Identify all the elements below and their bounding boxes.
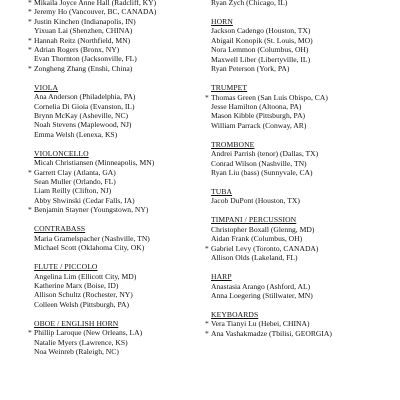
member-name: Michael Scott (Oklahoma City, OK) [34, 243, 145, 253]
member-name: Anastasia Arango (Ashford, AL) [211, 281, 311, 291]
section-spacer [203, 206, 393, 216]
section-spacer [203, 7, 393, 17]
section-heading: HORN [211, 17, 233, 27]
member-entry [203, 36, 393, 45]
member-entry [26, 300, 206, 309]
asterisk-marker: * [28, 63, 32, 73]
section-spacer [26, 139, 206, 149]
member-name: Abigail Konopik (St. Louis, MO) [211, 35, 313, 45]
asterisk-marker: * [28, 7, 32, 17]
section-continued [26, 0, 206, 73]
member-name: Jacob DuPont (Houston, TX) [211, 196, 300, 206]
section-heading: CONTRABASS [34, 224, 86, 234]
member-name: Colleen Welsh (Pittsburgh, PA) [34, 299, 130, 309]
member-entry [26, 7, 206, 16]
member-entry [26, 243, 206, 252]
member-name: William Parrack (Conway, AR) [211, 120, 307, 130]
member-name: Allison Schultz (Rochester, NY) [34, 290, 133, 300]
member-list [26, 158, 206, 214]
member-entry [203, 55, 393, 64]
member-entry [203, 329, 393, 338]
member-list [203, 282, 393, 301]
member-entry [26, 54, 206, 63]
member-entry [203, 319, 393, 328]
member-name: Jackson Cadengo (Houston, TX) [211, 26, 311, 36]
member-name: Justin Kinchen (Indianapolis, IN) [34, 16, 136, 26]
member-name: Ana Anderson (Philadelphia, PA) [34, 92, 136, 102]
member-name: Thomas Green (San Luis Obispo, CA) [211, 92, 328, 102]
member-entry [26, 281, 206, 290]
member-entry [203, 121, 393, 130]
asterisk-marker: * [28, 44, 32, 54]
member-name: Micah Christiansen (Minneapolis, MN) [34, 158, 155, 168]
section-heading: KEYBOARDS [211, 309, 259, 319]
member-list [203, 149, 393, 177]
member-name: Conrad Wilson (Nashville, TN) [211, 158, 307, 168]
member-name: Benjamin Stayner (Youngstown, NY) [34, 205, 149, 215]
section-heading: VIOLA [34, 82, 59, 92]
section-oboe-english-horn [26, 319, 206, 357]
member-name: Maria Gramelspacher (Nashville, TN) [34, 233, 150, 243]
section-horn [203, 17, 393, 73]
member-name: Adrian Rogers (Bronx, NY) [34, 44, 120, 54]
member-name: Cornelia Di Gioia (Evanston, IL) [34, 101, 135, 111]
member-entry [26, 130, 206, 139]
member-name: Nora Lemmon (Columbus, OH) [211, 45, 309, 55]
member-name: Yixuan Lai (Shenzhen, CHINA) [34, 26, 133, 36]
section-spacer [26, 309, 206, 319]
member-list [26, 0, 206, 73]
section-spacer [26, 73, 206, 83]
section-spacer [203, 130, 393, 140]
roster-column-left [26, 0, 206, 356]
member-entry [26, 328, 206, 337]
member-entry [26, 158, 206, 167]
section-timpani-percussion [203, 215, 393, 262]
asterisk-marker: * [205, 92, 209, 102]
section-tuba [203, 187, 393, 206]
section-spacer [26, 215, 206, 225]
member-name: Ryan Zych (Chicago, IL) [211, 0, 288, 7]
member-entry [26, 338, 206, 347]
member-entry [26, 45, 206, 54]
member-name: Abby Shwinski (Cedar Falls, IA) [34, 195, 135, 205]
member-entry [26, 272, 206, 281]
member-name: Ryan Liu (bass) (Sunnyvale, CA) [211, 167, 313, 177]
member-name: Noa Weinreb (Raleigh, NC) [34, 346, 119, 356]
member-name: Angelina Lim (Ellicott City, MD) [34, 271, 137, 281]
member-entry [203, 196, 393, 205]
member-entry [203, 149, 393, 158]
member-list [203, 196, 393, 205]
member-list [26, 272, 206, 310]
member-entry [26, 168, 206, 177]
member-name: Anna Loegering (Stillwater, MN) [211, 290, 313, 300]
member-name: Christopher Boxall (Glenng, MD) [211, 224, 315, 234]
asterisk-marker: * [28, 16, 32, 26]
member-name: Noah Stevens (Maplewood, NJ) [34, 120, 132, 130]
asterisk-marker: * [28, 0, 32, 7]
section-heading: FLUTE / PICCOLO [34, 262, 98, 272]
member-entry [26, 186, 206, 195]
section-spacer [203, 262, 393, 272]
member-name: Zongheng Zhang (Enshi, China) [34, 63, 133, 73]
member-entry [26, 347, 206, 356]
section-heading: TRUMPET [211, 83, 248, 93]
member-name: Gabriel Levy (Toronto, CANADA) [211, 243, 319, 253]
member-list [203, 319, 393, 338]
member-list [203, 26, 393, 73]
section-viola [26, 83, 206, 139]
member-entry [26, 111, 206, 120]
section-trombone [203, 140, 393, 178]
member-entry [26, 290, 206, 299]
member-entry [26, 36, 206, 45]
member-entry [26, 196, 206, 205]
section-heading: OBOE / ENGLISH HORN [34, 318, 119, 328]
member-entry [26, 234, 206, 243]
member-name: Mason Kibble (Pittsburgh, PA) [211, 111, 306, 121]
asterisk-marker: * [28, 167, 32, 177]
asterisk-marker: * [28, 205, 32, 215]
section-violoncello [26, 149, 206, 215]
section-contrabass [26, 224, 206, 252]
member-name: Mikaila Joyce Anne Hall (Radcliff, KY) [34, 0, 157, 7]
member-entry [26, 17, 206, 26]
member-entry [203, 0, 393, 7]
member-entry [203, 291, 393, 300]
member-entry [26, 205, 206, 214]
section-trumpet [203, 83, 393, 130]
member-entry [203, 168, 393, 177]
section-heading: TROMBONE [211, 139, 255, 149]
member-name: Hannah Reitz (Northfield, MN) [34, 35, 131, 45]
section-continued [203, 0, 393, 7]
member-name: Jeremy Ho (Vancouver, BC, CANADA) [34, 7, 157, 17]
section-heading: VIOLONCELLO [34, 148, 89, 158]
member-entry [26, 120, 206, 129]
section-heading: HARP [211, 272, 232, 282]
member-name: Vera Tianyi Lu (Hebei, CHINA) [211, 319, 310, 329]
section-spacer [203, 177, 393, 187]
member-name: Ryan Peterson (York, PA) [211, 64, 290, 74]
member-entry [203, 225, 393, 234]
member-name: Maxwell Liber (Libertyville, IL) [211, 54, 311, 64]
member-entry [26, 0, 206, 7]
asterisk-marker: * [28, 35, 32, 45]
member-list [203, 0, 393, 7]
member-entry [203, 93, 393, 102]
member-list [203, 225, 393, 263]
member-name: Evan Thornton (Jacksonville, FL) [34, 54, 137, 64]
member-entry [26, 177, 206, 186]
member-name: Natalie Myers (Lawrence, KS) [34, 337, 128, 347]
asterisk-marker: * [205, 243, 209, 253]
member-entry [203, 64, 393, 73]
section-keyboards [203, 310, 393, 338]
member-entry [203, 253, 393, 262]
member-list [26, 328, 206, 356]
member-name: Brynn McKay (Asheville, NC) [34, 110, 129, 120]
asterisk-marker: * [28, 328, 32, 338]
member-name: Jesse Hamilton (Altoona, PA) [211, 101, 302, 111]
asterisk-marker: * [205, 319, 209, 329]
member-entry [203, 244, 393, 253]
member-entry [203, 234, 393, 243]
member-entry [203, 111, 393, 120]
member-name: Andrei Parrish (tenor) (Dallas, TX) [211, 149, 319, 159]
member-name: Sean Muller (Orlando, FL) [34, 177, 116, 187]
section-harp [203, 272, 393, 300]
member-list [26, 92, 206, 139]
member-list [26, 234, 206, 253]
member-entry [26, 64, 206, 73]
asterisk-marker: * [205, 328, 209, 338]
member-entry [203, 102, 393, 111]
member-entry [203, 26, 393, 35]
member-entry [203, 282, 393, 291]
member-name: Garrett Clay (Atlanta, GA) [34, 167, 116, 177]
member-name: Phillip Laroque (New Orleans, LA) [34, 328, 143, 338]
section-heading: TUBA [211, 187, 233, 196]
section-spacer [26, 252, 206, 262]
member-entry [203, 45, 393, 54]
member-name: Ana Vashakmadze (Tbilisi, GEORGIA) [211, 328, 332, 338]
member-name: Emma Welsh (Lenexa, KS) [34, 129, 118, 139]
member-name: Allison Olds (Lakeland, FL) [211, 253, 298, 263]
member-name: Aidan Frank (Columbus, OH) [211, 234, 303, 244]
member-entry [26, 92, 206, 101]
member-list [203, 93, 393, 131]
section-heading: TIMPANI / PERCUSSION [211, 215, 297, 225]
section-spacer [203, 73, 393, 83]
section-spacer [203, 300, 393, 310]
roster-column-right [203, 0, 393, 338]
member-name: Liam Reilly (Clifton, NJ) [34, 186, 112, 196]
section-flute-piccolo [26, 262, 206, 309]
member-entry [26, 102, 206, 111]
member-entry [26, 26, 206, 35]
member-entry [203, 159, 393, 168]
member-name: Katherine Marx (Boise, ID) [34, 280, 119, 290]
